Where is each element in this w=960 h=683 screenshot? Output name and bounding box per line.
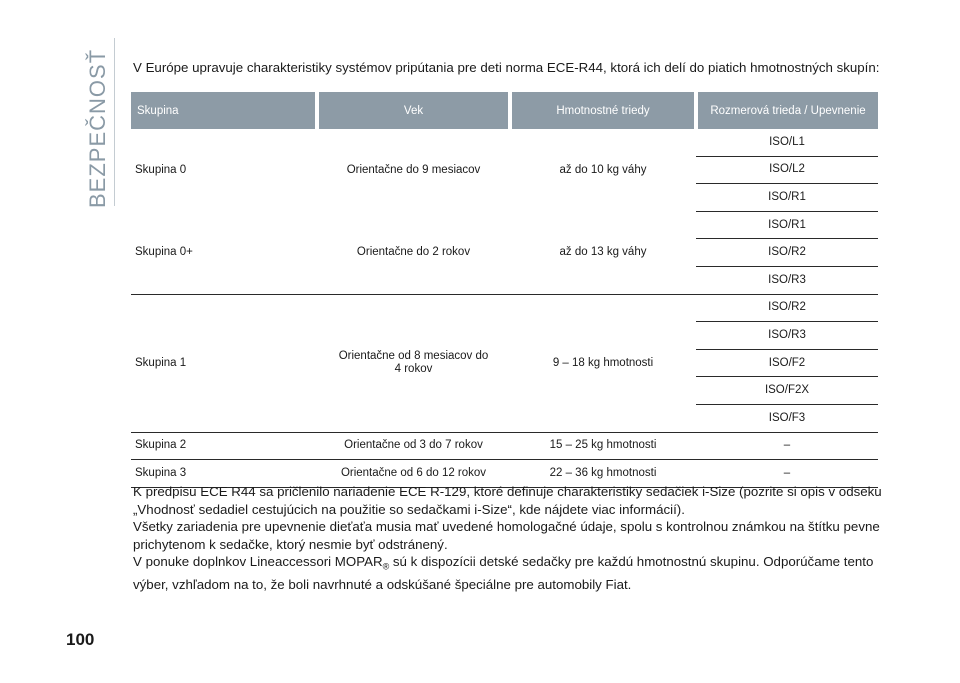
section-divider [114, 38, 115, 206]
header-weight: Hmotnostné triedy [510, 92, 696, 129]
outro-paragraph-1: K predpisu ECE R44 sa pričlenilo nariadenie ECE R-129, ktoré definuje charakteristiky sedačiek i-Size (pozrite si opis v odseku „Vhodnosť sedadiel cestujúcich na použitie so sedačkami i-Size“, kde nájdete viac informácií). [133, 484, 882, 517]
table-row [131, 432, 878, 460]
table-row [131, 294, 878, 322]
cell-fixture: – [696, 460, 878, 488]
cell-fixture: ISO/F2X [696, 377, 878, 405]
cell-group: Skupina 1 [131, 294, 317, 432]
section-title: BEZPEČNOSŤ [85, 48, 110, 208]
cell-fixture: ISO/L2 [696, 156, 878, 184]
cell-fixture: ISO/L1 [696, 129, 878, 156]
cell-fixture: ISO/R3 [696, 322, 878, 350]
cell-fixture: ISO/F2 [696, 349, 878, 377]
cell-fixture: ISO/F3 [696, 404, 878, 432]
cell-fixture: ISO/R3 [696, 266, 878, 294]
outro-paragraph-3-end: sú k dispozícii detské sedačky pre každú hmotnostnú skupinu. Odporúčame tento výber, vzhľadom na to, že boli navrhnuté a odskúšané špeciálne pre automobily Fiat. [133, 554, 874, 593]
cell-fixture: ISO/R2 [696, 294, 878, 322]
cell-weight: 22 – 36 kg hmotnosti [510, 460, 696, 488]
cell-group: Skupina 0 [135, 163, 187, 176]
cell-age: Orientačne od 3 do 7 rokov [317, 432, 510, 460]
cell-age: Orientačne od 8 mesiacov do 4 rokov [317, 294, 510, 432]
cell-fixture: ISO/R2 [696, 239, 878, 267]
cell-group: Skupina 2 [131, 432, 317, 460]
registered-mark: ® [382, 561, 390, 572]
cell-group: Skupina 0+ [131, 211, 317, 294]
header-age: Vek [317, 92, 510, 129]
table-row [131, 129, 878, 156]
table-header-row [131, 92, 878, 129]
cell-weight: až do 10 kg váhy [559, 163, 647, 176]
cell-group: Skupina 3 [131, 460, 317, 488]
outro-paragraph-2: Všetky zariadenia pre upevnenie dieťaťa musia mať uvedené homologačné údaje, spolu s kontrolnou známkou na štítku pevne prichytenom k sedačke, ktorý nesmie byť odstránený. [133, 519, 880, 552]
outro-text [133, 483, 893, 594]
child-restraint-table [131, 92, 878, 488]
outro-paragraph-3-start: V ponuke doplnkov Lineaccessori MOPAR [133, 554, 383, 569]
cell-weight: 15 – 25 kg hmotnosti [510, 432, 696, 460]
page-number: 100 [66, 630, 95, 649]
cell-fixture: ISO/R1 [696, 184, 878, 212]
cell-age: Orientačne do 9 mesiacov [346, 163, 481, 176]
header-group: Skupina [131, 92, 317, 129]
intro-paragraph: V Európe upravuje charakteristiky systémov pripútania pre deti norma ECE-R44, ktorá ich delí do piatich hmotnostných skupín: [133, 60, 880, 75]
cell-fixture: ISO/R1 [696, 211, 878, 239]
header-fixture: Rozmerová trieda / Upevnenie [696, 92, 878, 129]
cell-fixture: – [696, 432, 878, 460]
cell-weight: 9 – 18 kg hmotnosti [510, 294, 696, 432]
cell-weight: až do 13 kg váhy [510, 211, 696, 294]
section-title-vertical [86, 38, 110, 208]
cell-age: Orientačne od 6 do 12 rokov [317, 460, 510, 488]
cell-age: Orientačne do 2 rokov [317, 211, 510, 294]
table-row [131, 211, 878, 239]
outro-paragraph-3 [133, 553, 893, 594]
